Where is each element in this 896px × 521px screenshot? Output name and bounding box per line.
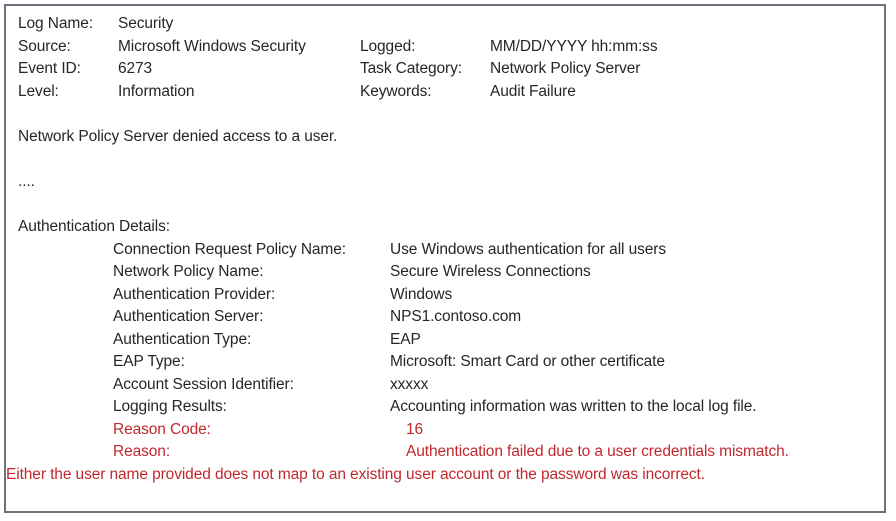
- authentication-details-list: [18, 241, 874, 466]
- detail-label: Reason:: [113, 443, 171, 460]
- header-row-eventid-taskcategory: [18, 60, 874, 83]
- detail-row-network-policy-name: [113, 263, 874, 286]
- detail-value: 16: [406, 420, 424, 438]
- detail-value: Microsoft: Smart Card or other certificate: [390, 353, 665, 370]
- detail-value: xxxxx: [390, 375, 429, 393]
- header-row-log-name: [18, 15, 874, 38]
- detail-row-reason-code: [113, 421, 874, 444]
- detail-value: Use Windows authentication for all users: [390, 240, 666, 258]
- detail-row-account-session-identifier: [113, 376, 874, 399]
- detail-row-authentication-provider: [113, 286, 874, 309]
- detail-value: Accounting information was written to the local log file.: [390, 398, 757, 415]
- detail-label: Connection Request Policy Name:: [113, 240, 346, 258]
- detail-row-logging-results: [113, 398, 874, 421]
- event-description: Network Policy Server denied access to a user.: [18, 128, 338, 145]
- event-header: [18, 15, 874, 105]
- detail-label: Authentication Provider:: [113, 285, 276, 303]
- header-row-source-logged: [18, 38, 874, 61]
- ellipsis-placeholder: ....: [18, 173, 35, 190]
- detail-label: Reason Code:: [113, 420, 211, 438]
- header-row-level-keywords: [18, 83, 874, 106]
- detail-label: Logging Results:: [113, 398, 227, 415]
- field-value-task-category: Network Policy Server: [490, 60, 641, 77]
- detail-label: Authentication Server:: [113, 308, 264, 325]
- field-label-level: Level:: [18, 82, 59, 100]
- detail-value: Authentication failed due to a user credentials mismatch.: [406, 443, 789, 460]
- detail-label: Account Session Identifier:: [113, 375, 294, 393]
- field-value-source: Microsoft Windows Security: [118, 37, 306, 55]
- detail-row-connection-request-policy: [113, 241, 874, 264]
- field-label-keywords: Keywords:: [360, 82, 432, 100]
- detail-row-eap-type: [113, 353, 874, 376]
- detail-label: Network Policy Name:: [113, 263, 264, 280]
- field-label-task-category: Task Category:: [360, 60, 462, 77]
- reason-footnote: Either the user name provided does not map to an existing user account or the password was incorrect.: [6, 465, 705, 483]
- detail-row-authentication-server: [113, 308, 874, 331]
- field-label-source: Source:: [18, 37, 71, 55]
- detail-value: Secure Wireless Connections: [390, 263, 591, 280]
- field-label-log-name: Log Name:: [18, 15, 93, 32]
- field-label-logged: Logged:: [360, 37, 416, 55]
- field-value-log-name: Security: [118, 15, 174, 32]
- section-title-authentication-details: Authentication Details:: [18, 218, 170, 235]
- field-value-logged: MM/DD/YYYY hh:mm:ss: [490, 37, 658, 55]
- event-record-panel: [4, 4, 886, 513]
- detail-value: Windows: [390, 285, 453, 303]
- detail-row-authentication-type: [113, 331, 874, 354]
- field-value-event-id: 6273: [118, 60, 153, 77]
- field-label-event-id: Event ID:: [18, 60, 81, 77]
- detail-label: Authentication Type:: [113, 330, 252, 348]
- detail-row-reason: [113, 443, 874, 466]
- field-value-level: Information: [118, 82, 195, 100]
- detail-value: NPS1.contoso.com: [390, 308, 522, 325]
- detail-label: EAP Type:: [113, 353, 185, 370]
- detail-value: EAP: [390, 330, 421, 348]
- field-value-keywords: Audit Failure: [490, 82, 576, 100]
